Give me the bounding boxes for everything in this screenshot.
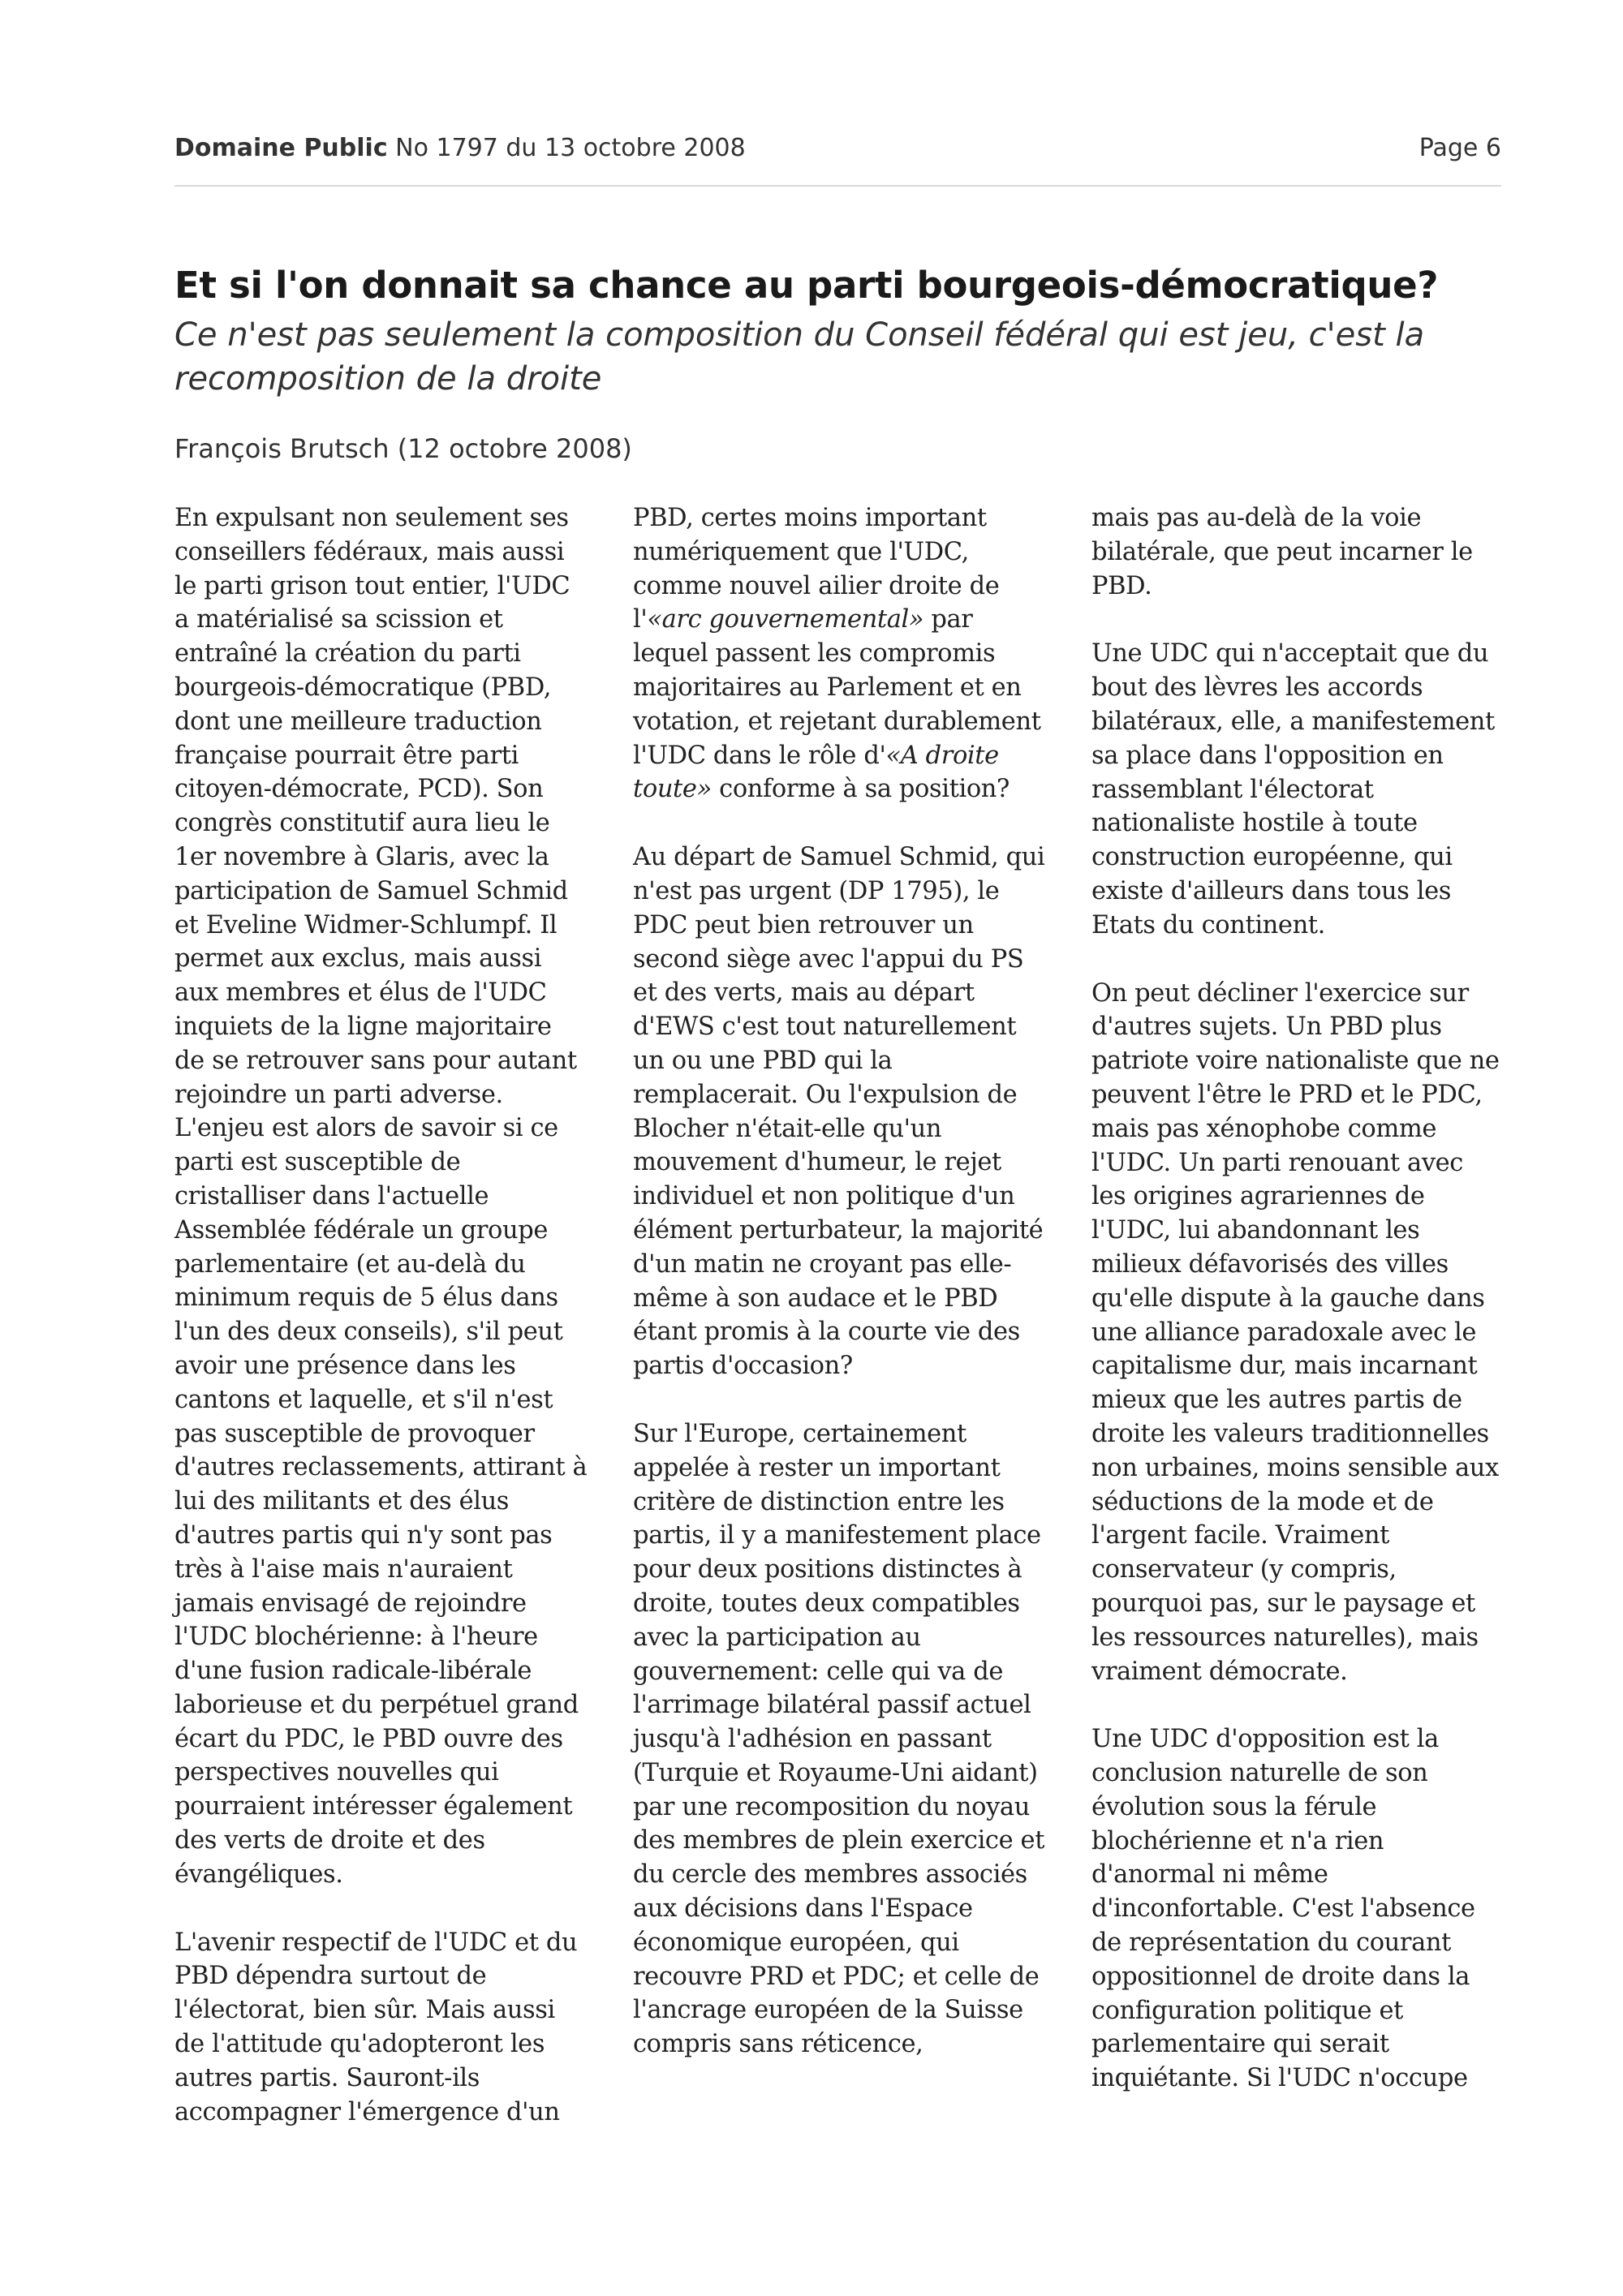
paragraph bbox=[633, 501, 1046, 806]
article-title: Et si l'on donnait sa chance au parti bourgeois-démocratique? bbox=[174, 264, 1439, 307]
article-subtitle: Ce n'est pas seulement la composition du Conseil fédéral qui est jeu, c'est la recomposition de la droite bbox=[174, 316, 1425, 398]
paragraph bbox=[1091, 501, 1505, 603]
text-span: Sur l'Europe, certainement appelée à rester un important critère de distinction entre les partis, il y a manifestement place pour deux positions distinctes à droite, toutes deux compatibles avec la participation au gouvernement: celle qui va de l'arrimage bilatéral passif actuel jusqu'à l'adhésion en passant (Turquie et Royaume-Uni aidant) par une recomposition du noyau des membres de plein exercice et du cercle des membres associés aux décisions dans l'Espace économique européen, qui recouvre PRD et PDC; et celle de l'ancrage européen de la Suisse compris sans réticence, bbox=[633, 1419, 1045, 2059]
paragraph bbox=[1091, 637, 1505, 942]
article-author: François Brutsch (12 octobre 2008) bbox=[174, 433, 632, 464]
text-span: En expulsant non seulement ses conseillers fédéraux, mais aussi le parti grison tout entier, l'UDC a matérialisé sa scission et entraîné la création du parti bourgeois-démocratique (PBD, dont une meilleure traduction française pourrait être parti citoyen-démocrate, PCD). Son congrès constitutif aura lieu le 1er novembre à Glaris, avec la participation de Samuel Schmid et Eveline Widmer-Schlumpf. Il permet aux exclus, mais aussi aux membres et élus de l'UDC inquiets de la ligne majoritaire de se retrouver sans pour autant rejoindre un parti adverse. L'enjeu est alors de savoir si ce parti est susceptible de cristalliser dans l'actuelle Assemblée fédérale un groupe parlementaire (et au-delà du minimum requis de 5 élus dans l'un des deux conseils), s'il peut avoir une présence dans les cantons et laquelle, et s'il n'est pas susceptible de provoquer d'autres reclassements, attirant à lui des militants et des élus d'autres partis qui n'y sont pas très à l'aise mais n'auraient jamais envisagé de rejoindre l'UDC blochérienne: à l'heure d'une fusion radicale-libérale laborieuse et du perpétuel grand écart du PDC, le PBD ouvre des perspectives nouvelles qui pourraient intéresser également des verts de droite et des évangéliques. bbox=[174, 504, 588, 1889]
emphasis-text: «arc gouvernemental» bbox=[647, 605, 924, 634]
text-span: On peut décliner l'exercice sur d'autres sujets. Un PBD plus patriote voire nationaliste que ne peuvent l'être le PRD et le PDC, mais pas xénophobe comme l'UDC. Un parti renouant avec les origines agrariennes de l'UDC, lui abandonnant les milieux défavorisés des villes qu'elle dispute à la gauche dans une alliance paradoxale avec le capitalisme dur, mais incarnant mieux que les autres partis de droite les valeurs traditionnelles non urbaines, moins sensible aux séductions de la mode et de l'argent facile. Vraiment conservateur (y compris, pourquoi pas, sur le paysage et les ressources naturelles), mais vraiment démocrate. bbox=[1091, 978, 1500, 1686]
text-span: conforme à sa position? bbox=[711, 775, 1010, 804]
paragraph bbox=[1091, 1722, 1505, 2096]
text-span: par lequel passent les compromis majoritaires au Parlement et en votation, et rejetant durablement l'UDC dans le rôle d' bbox=[633, 605, 1041, 770]
paragraph bbox=[633, 1417, 1046, 2062]
paragraph bbox=[633, 841, 1046, 1383]
text-span: Au départ de Samuel Schmid, qui n'est pas urgent (DP 1795), le PDC peut bien retrouver un second siège avec l'appui du PS et des verts, mais au départ d'EWS c'est tout naturellement un ou une PBD qui la remplacerait. Ou l'expulsion de Blocher n'était-elle qu'un mouvement d'humeur, le rejet individuel et non politique d'un élément perturbateur, la majorité d'un matin ne croyant pas elle-même à son audace et le PBD étant promis à la courte vie des partis d'occasion? bbox=[633, 843, 1045, 1381]
paragraph bbox=[174, 501, 588, 1892]
issue-info: No 1797 du 13 octobre 2008 bbox=[395, 134, 746, 162]
text-span: L'avenir respectif de l'UDC et du PBD dépendra surtout de l'électorat, bien sûr. Mais aussi de l'attitude qu'adopteront les autres partis. Sauront-ils accompagner l'émergence d'un bbox=[174, 1928, 578, 2126]
page-header bbox=[174, 134, 1501, 187]
page-number: Page 6 bbox=[1419, 134, 1501, 162]
publication-line bbox=[174, 134, 746, 162]
emphasis-text: «A droite toute» bbox=[633, 741, 999, 804]
paragraph bbox=[174, 1926, 588, 2130]
text-span: mais pas au-delà de la voie bilatérale, que peut incarner le PBD. bbox=[1091, 504, 1473, 600]
column-2 bbox=[633, 501, 1046, 2163]
article-body bbox=[174, 501, 1505, 2163]
article-heading bbox=[174, 264, 1505, 401]
publication-name: Domaine Public bbox=[174, 134, 388, 162]
column-3 bbox=[1091, 501, 1505, 2163]
text-span: Une UDC qui n'acceptait que du bout des lèvres les accords bilatéraux, elle, a manifestement sa place dans l'opposition en rassemblant l'électorat nationaliste hostile à toute construction européenne, qui existe d'ailleurs dans tous les Etats du continent. bbox=[1091, 639, 1495, 939]
paragraph bbox=[1091, 977, 1505, 1689]
text-span: Une UDC d'opposition est la conclusion naturelle de son évolution sous la férule blochérienne et n'a rien d'anormal ni même d'inconfortable. C'est l'absence de représentation du courant oppositionnel de droite dans la configuration politique et parlementaire qui serait inquiétante. Si l'UDC n'occupe bbox=[1091, 1725, 1475, 2093]
column-1 bbox=[174, 501, 588, 2163]
text-span: PBD, certes moins important numériquement que l'UDC, comme nouvel ailier droite de l' bbox=[633, 504, 1000, 634]
